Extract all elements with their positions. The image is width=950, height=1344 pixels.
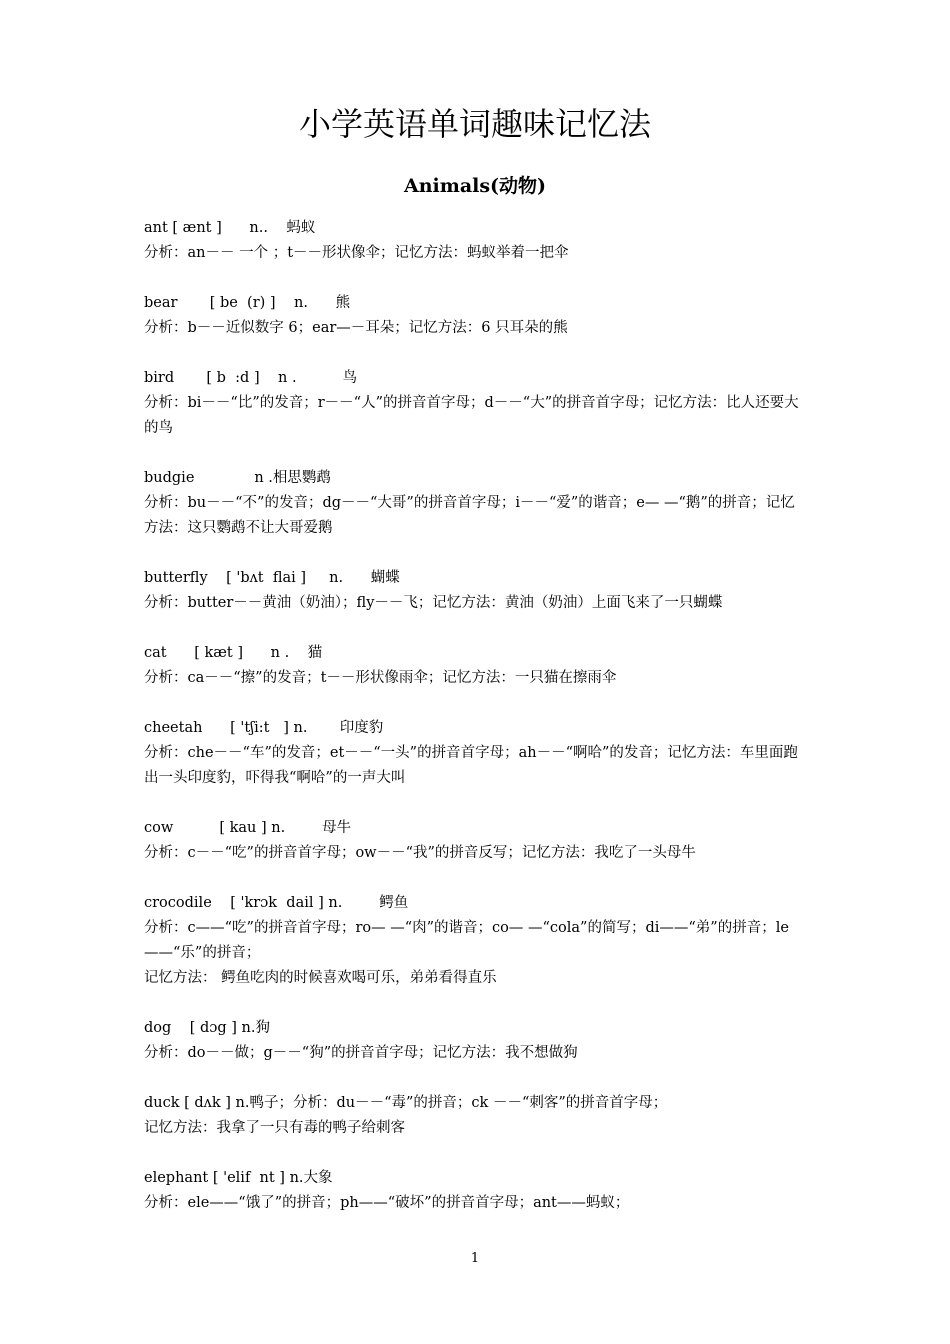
vocab-entry-bear: [144, 291, 808, 341]
entry-analysis: 分析：c——“吃”的拼音首字母；ro— —“肉”的谐音；co— —“cola”的简写；di——“弟”的拼音；le——“乐”的拼音；: [144, 920, 789, 961]
entry-headword: elephant [ 'elif nt ] n.大象: [144, 1170, 333, 1186]
vocab-entry-elephant: [144, 1166, 808, 1216]
vocab-entry-dog: [144, 1016, 808, 1066]
entry-headword: bird [ b :d ] n . 鸟: [144, 370, 358, 386]
vocab-entry-duck: [144, 1091, 808, 1141]
vocabulary-list: [144, 216, 808, 1241]
entry-memory-method: 记忆方法： 鳄鱼吃肉的时候喜欢喝可乐，弟弟看得直乐: [144, 970, 497, 986]
entry-headword: cow [ kau ] n. 母牛: [144, 820, 352, 836]
entry-analysis: 分析：bi－－“比”的发音；r－－“人”的拼音首字母；d－－“大”的拼音首字母；记忆方法：比人还要大的鸟: [144, 395, 799, 436]
vocab-entry-cow: [144, 816, 808, 866]
entry-analysis: 分析：bu－－“不”的发音；dg－－“大哥”的拼音首字母；i－－“爱”的谐音；e— —“鹅”的拼音；记忆方法：这只鹦鹉不让大哥爱鹅: [144, 495, 795, 536]
entry-analysis: 分析：ca－－“擦”的发音；t－－形状像雨伞；记忆方法：一只猫在擦雨伞: [144, 670, 617, 686]
vocab-entry-ant: [144, 216, 808, 266]
entry-analysis: 分析：c－－“吃”的拼音首字母；ow－－“我”的拼音反写；记忆方法：我吃了一头母牛: [144, 845, 696, 861]
vocab-entry-crocodile: [144, 891, 808, 991]
vocab-entry-bird: [144, 366, 808, 441]
entry-headword: bear [ be (r) ] n. 熊: [144, 295, 351, 311]
entry-headword: dog [ dɔg ] n.狗: [144, 1020, 271, 1036]
vocab-entry-butterfly: [144, 566, 808, 616]
entry-analysis: 分析：b－－近似数字 6；ear—－耳朵；记忆方法：6 只耳朵的熊: [144, 320, 568, 336]
entry-analysis: 分析：che－－“车”的发音；et－－“一头”的拼音首字母；ah－－“啊哈”的发音；记忆方法：车里面跑出一头印度豹，吓得我“啊哈”的一声大叫: [144, 745, 798, 786]
vocab-entry-budgie: [144, 466, 808, 541]
vocab-entry-cat: [144, 641, 808, 691]
entry-headword: cat [ kæt ] n . 猫: [144, 645, 323, 661]
entry-analysis: 分析：an－－ 一个 ；t－－形状像伞；记忆方法：蚂蚁举着一把伞: [144, 245, 569, 261]
entry-analysis: 分析：butter－－黄油（奶油）；fly－－飞；记忆方法：黄油（奶油）上面飞来了一只蝴蝶: [144, 595, 723, 611]
entry-headword: crocodile [ 'krɔk dail ] n. 鳄鱼: [144, 895, 409, 911]
entry-headword: budgie n .相思鹦鹉: [144, 470, 331, 486]
entry-memory-method: 记忆方法：我拿了一只有毒的鸭子给刺客: [144, 1120, 405, 1136]
entry-headword: ant [ ænt ] n.. 蚂蚁: [144, 220, 316, 236]
vocab-entry-cheetah: [144, 716, 808, 791]
entry-headword: cheetah [ 'tʃi:t ] n. 印度豹: [144, 720, 384, 736]
document-title: 小学英语单词趣味记忆法: [298, 105, 651, 143]
entry-analysis: 分析：do－－做；g－－“狗”的拼音首字母；记忆方法：我不想做狗: [144, 1045, 578, 1061]
section-heading: Animals(动物): [403, 175, 547, 197]
page-number: 1: [470, 1251, 480, 1266]
entry-headword: butterfly [ 'bʌt flai ] n. 蝴蝶: [144, 570, 400, 586]
entry-analysis: 分析：ele——“饿了”的拼音；ph——“破坏”的拼音首字母；ant——蚂蚁；: [144, 1195, 630, 1211]
entry-headword: duck [ dʌk ] n.鸭子；分析：du－－“毒”的拼音；ck －－“刺客”的拼音首字母；: [144, 1095, 668, 1111]
